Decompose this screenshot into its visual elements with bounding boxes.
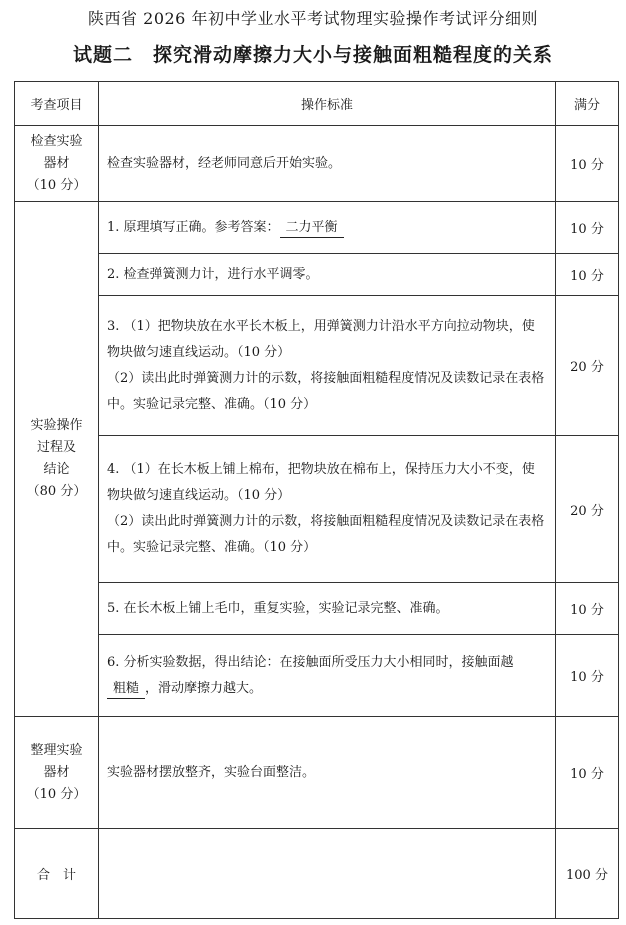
answer-principle: 二力平衡 [280, 219, 344, 238]
score-operation-6: 10 分 [556, 635, 619, 717]
item-check-equipment: 检查实验 器材 （10 分） [15, 126, 99, 202]
score-operation-1: 10 分 [556, 202, 619, 254]
header-standard: 操作标准 [99, 82, 556, 126]
row-operation-5 [15, 583, 619, 635]
row-total [15, 829, 619, 919]
score-operation-4: 20 分 [556, 436, 619, 583]
header-item: 考查项目 [15, 82, 99, 126]
score-operation-2: 10 分 [556, 254, 619, 296]
row-check-equipment [15, 126, 619, 202]
scoring-table [14, 81, 619, 919]
score-check-equipment: 10 分 [556, 126, 619, 202]
standard-operation-1: 1. 原理填写正确。参考答案： 二力平衡 [99, 202, 556, 254]
document-title: 陕西省 2026 年初中学业水平考试物理实验操作考试评分细则 [88, 9, 538, 28]
total-label: 合 计 [15, 829, 99, 919]
standard-operation-3: 3. （1）把物块放在水平长木板上，用弹簧测力计沿水平方向拉动物块，使物块做匀速直线运动。（10 分） （2）读出此时弹簧测力计的示数，将接触面粗糙程度情况及读数记录在表格中。实验记录完整、准确。（10 分） [99, 296, 556, 436]
total-score: 100 分 [556, 829, 619, 919]
row-operation-4 [15, 436, 619, 583]
standard-check-equipment: 检查实验器材，经老师同意后开始实验。 [99, 126, 556, 202]
score-operation-3: 20 分 [556, 296, 619, 436]
standard-operation-6: 6. 分析实验数据，得出结论：在接触面所受压力大小相同时，接触面越粗糙 ，滑动摩擦力越大。 [99, 635, 556, 717]
row-operation-6 [15, 635, 619, 717]
item-cleanup: 整理实验 器材 （10 分） [15, 717, 99, 829]
total-empty [99, 829, 556, 919]
score-cleanup: 10 分 [556, 717, 619, 829]
row-operation-2 [15, 254, 619, 296]
row-operation-1 [15, 202, 619, 254]
item-operation: 实验操作 过程及 结论 （80 分） [15, 202, 99, 717]
document-subtitle: 试题二 探究滑动摩擦力大小与接触面粗糙程度的关系 [72, 44, 553, 66]
standard-operation-4: 4. （1）在长木板上铺上棉布，把物块放在棉布上，保持压力大小不变，使物块做匀速直线运动。（10 分） （2）读出此时弹簧测力计的示数，将接触面粗糙程度情况及读数记录在表格中。实验记录完整、准确。（10 分） [99, 436, 556, 583]
row-cleanup [15, 717, 619, 829]
header-score: 满分 [556, 82, 619, 126]
score-operation-5: 10 分 [556, 583, 619, 635]
header-row [15, 82, 619, 126]
answer-conclusion: 粗糙 [107, 680, 145, 699]
row-operation-3 [15, 296, 619, 436]
standard-operation-2: 2. 检查弹簧测力计，进行水平调零。 [99, 254, 556, 296]
standard-cleanup: 实验器材摆放整齐，实验台面整洁。 [99, 717, 556, 829]
standard-operation-5: 5. 在长木板上铺上毛巾，重复实验，实验记录完整、准确。 [99, 583, 556, 635]
